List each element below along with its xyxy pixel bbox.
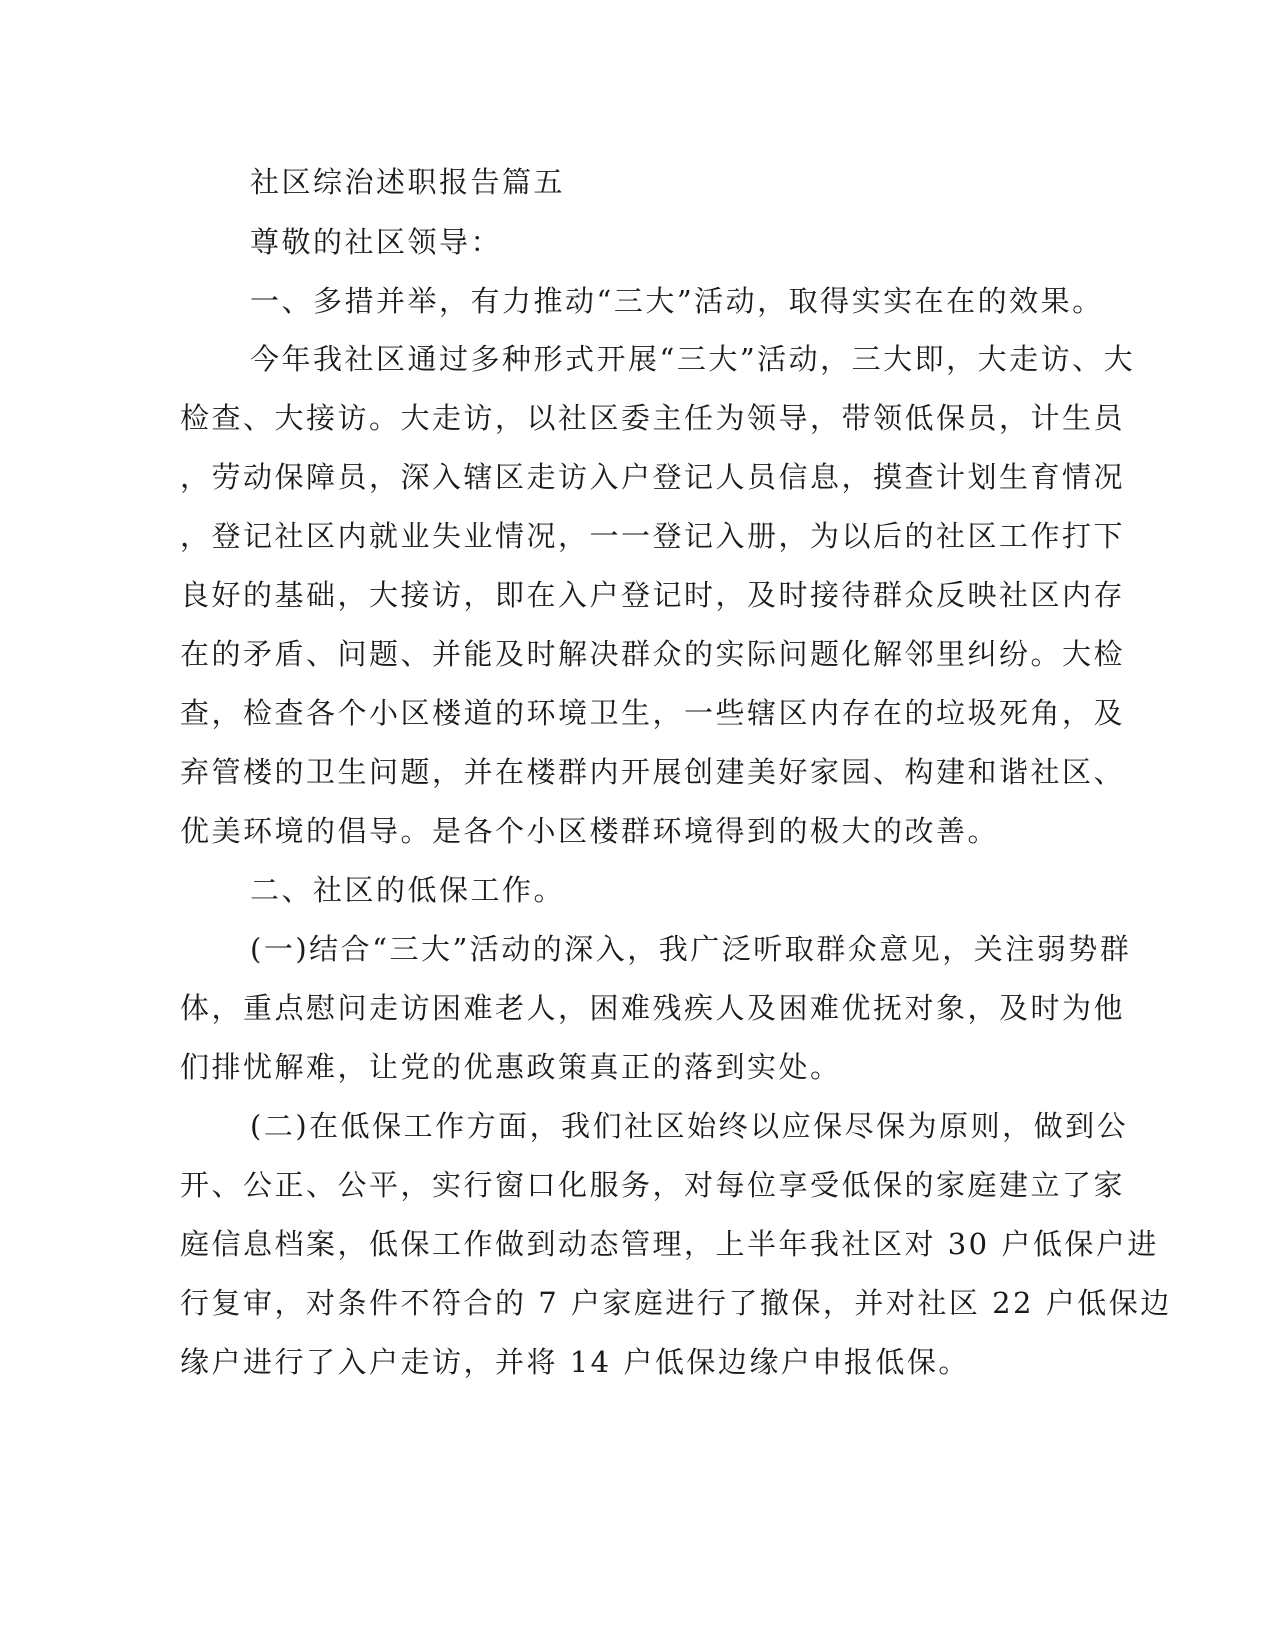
section-2-p2-line-2: 开、公正、公平，实行窗口化服务，对每位享受低保的家庭建立了家 [180,1168,1126,1202]
section-1-line-5: 良好的基础，大接访，即在入户登记时，及时接待群众反映社区内存 [180,578,1126,612]
section-2-p1-line-3: 们排忧解难，让党的优惠政策真正的落到实处。 [180,1050,842,1084]
section-2-p1-line-1: (一)结合“三大”活动的深入，我广泛听取群众意见，关注弱势群 [250,932,1132,966]
section-1-heading: 一、多措并举，有力推动“三大”活动，取得实实在在的效果。 [250,284,1104,318]
section-2-p2-line-1: (二)在低保工作方面，我们社区始终以应保尽保为原则，做到公 [250,1109,1129,1143]
document-title: 社区综治述职报告篇五 [250,165,566,199]
section-1-line-7: 查，检查各个小区楼道的环境卫生，一些辖区内存在的垃圾死角，及 [180,696,1126,730]
section-2-p2-line-5: 缘户进行了入户走访，并将 14 户低保边缘户申报低保。 [180,1345,970,1379]
section-2-p2-line-3: 庭信息档案，低保工作做到动态管理，上半年我社区对 30 户低保户进 [180,1227,1159,1261]
section-1-line-8: 弃管楼的卫生问题，并在楼群内开展创建美好家园、构建和谐社区、 [180,755,1126,789]
section-2-p1-line-2: 体，重点慰问走访困难老人，困难残疾人及困难优抚对象，及时为他 [180,991,1126,1025]
section-1-line-1: 今年我社区通过多种形式开展“三大”活动，三大即，大走访、大 [250,342,1136,376]
section-1-line-9: 优美环境的倡导。是各个小区楼群环境得到的极大的改善。 [180,814,1000,848]
section-2-p2-line-4: 行复审，对条件不符合的 7 户家庭进行了撤保，并对社区 22 户低保边 [180,1286,1172,1320]
section-1-line-2: 检查、大接访。大走访，以社区委主任为领导，带领低保员，计生员 [180,401,1126,435]
salutation: 尊敬的社区领导： [250,225,503,259]
section-1-line-6: 在的矛盾、问题、并能及时解决群众的实际问题化解邻里纠纷。大检 [180,637,1126,671]
section-2-heading: 二、社区的低保工作。 [250,873,566,907]
section-1-line-3: ，劳动保障员，深入辖区走访入户登记人员信息，摸查计划生育情况 [180,460,1126,494]
section-1-line-4: ，登记社区内就业失业情况，一一登记入册，为以后的社区工作打下 [180,519,1126,553]
